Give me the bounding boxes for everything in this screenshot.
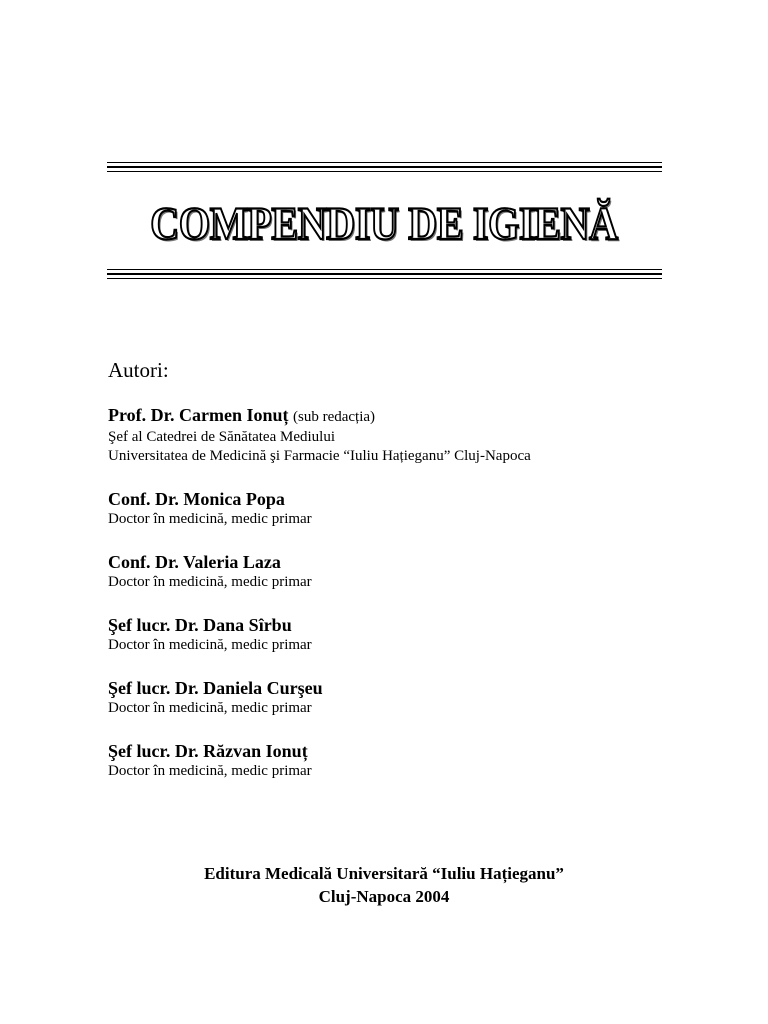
author-affiliation: Şef al Catedrei de Sănătatea Mediului: [108, 429, 335, 445]
title-top-rule: [107, 162, 662, 172]
publisher-place-year: Cluj-Napoca 2004: [318, 887, 450, 906]
author-qualification: Doctor în medicină, medic primar: [108, 511, 312, 527]
author-entry: [108, 405, 708, 466]
author-entry: [108, 615, 708, 655]
publisher-block: [0, 862, 768, 908]
author-qualification: Doctor în medicină, medic primar: [108, 700, 312, 716]
author-name: Conf. Dr. Valeria Laza: [108, 552, 281, 572]
author-qualification: Doctor în medicină, medic primar: [108, 763, 312, 779]
author-name: Şef lucr. Dr. Dana Sîrbu: [108, 615, 292, 635]
authors-heading: Autori:: [108, 358, 169, 382]
author-affiliation: Universitatea de Medicină şi Farmacie “Iuliu Hațieganu” Cluj-Napoca: [108, 448, 531, 464]
publisher-name: Editura Medicală Universitară “Iuliu Hațieganu”: [204, 864, 564, 883]
author-qualification: Doctor în medicină, medic primar: [108, 574, 312, 590]
author-entry: [108, 489, 708, 529]
author-name: Conf. Dr. Monica Popa: [108, 489, 285, 509]
document-title: COMPENDIU DE IGIENĂ: [150, 198, 618, 250]
author-entry: [108, 678, 708, 718]
author-qualification: Doctor în medicină, medic primar: [108, 637, 312, 653]
title-bottom-rule: [107, 269, 662, 279]
author-entry: [108, 552, 708, 592]
author-note: (sub redacția): [293, 409, 376, 425]
author-name: Prof. Dr. Carmen Ionuț (sub redacția): [108, 405, 376, 425]
author-name: Şef lucr. Dr. Daniela Curşeu: [108, 678, 323, 698]
author-entry: [108, 741, 708, 781]
author-name: Şef lucr. Dr. Răzvan Ionuț: [108, 741, 308, 761]
